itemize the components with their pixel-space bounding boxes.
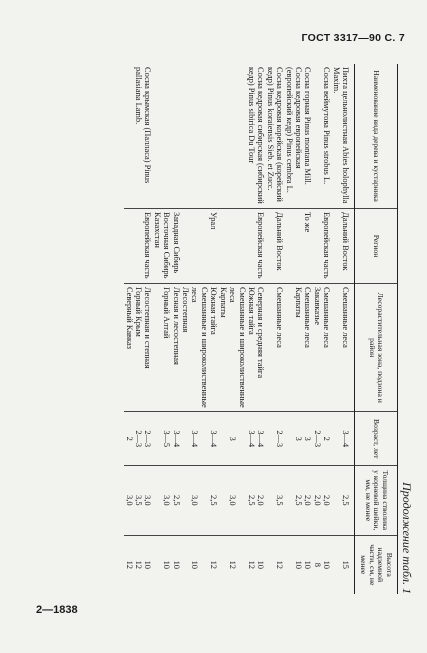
table-cell: [284, 209, 303, 284]
table-cell: Смешанные леса: [303, 283, 312, 411]
table-cell: Карпаты: [284, 283, 303, 411]
table-cell: Сосна кедровая европейская (европейский кедр) Pinus cembra L.: [284, 67, 303, 193]
table-cell: 2,5: [284, 465, 303, 535]
rotated-content: [104, 64, 414, 594]
table-cell: 10: [284, 535, 303, 594]
table-row: [331, 64, 354, 594]
table-cell: Западная Сибирь Восточная Сибирь Казахстан: [152, 209, 180, 284]
column-header: Регион: [355, 209, 398, 284]
table-cell: 2,0 2,0: [312, 465, 331, 535]
table-row: [312, 64, 331, 594]
table-cell: Сосна крымская (Палласа) Pinus pallasiana Lamb.: [134, 67, 153, 184]
table-row: [303, 64, 312, 594]
table-cell: То же: [303, 209, 312, 284]
table-cell: [181, 64, 219, 209]
table-cell: 10 12 12: [124, 535, 152, 594]
table-cell: Смешанные леса: [265, 283, 284, 411]
table-cell: Лесная и лесостепная Горный Алтай: [152, 283, 180, 411]
table-cell: 10 12 12: [218, 535, 265, 594]
table-cell: 10: [303, 535, 312, 594]
table-cell: 3,0 3,5 3,0: [124, 465, 152, 535]
table-cell: Европейская часть: [218, 209, 265, 284]
table-cell: 2—3: [265, 412, 284, 466]
table-row: [152, 64, 180, 594]
table-cell: 3,5: [265, 465, 284, 535]
table-cell: 15: [331, 535, 354, 594]
table-cell: Южная тайга Смешанные и широколиственные леса Лесостепная: [181, 283, 219, 411]
table-cell: Лесостепная и степная Горный Крым Северный Кавказ: [124, 283, 152, 411]
column-header: Толщина стволика у корневой шейки, мм, не менее: [355, 465, 398, 535]
table-cell: 2,5: [331, 465, 354, 535]
table-cell: 3: [284, 412, 303, 466]
table-cell: 3—4 3—4 3: [218, 412, 265, 466]
table-cell: 2,5 3,0: [181, 465, 219, 535]
table-cell: 2 2—3: [312, 412, 331, 466]
table-cell: Европейская часть: [312, 209, 331, 284]
table-cell: 2,0: [303, 465, 312, 535]
table-cell: 2—3 2—3 2: [124, 412, 152, 466]
page-header: ГОСТ 3317—90 С. 7: [301, 32, 405, 44]
table-cell: Дальний Восток: [331, 209, 354, 284]
table-caption: Продолжение табл. 1: [400, 482, 414, 594]
table-cell: Дальний Восток: [265, 209, 284, 284]
table-cell: Урал: [181, 209, 219, 284]
table-cell: 3—4 3—4: [181, 412, 219, 466]
table-cell: 12 10: [181, 535, 219, 594]
page-footer: 2—1838: [36, 604, 78, 616]
table-cell: Смешанные леса: [331, 283, 354, 411]
table-cell: 10 8: [312, 535, 331, 594]
species-table: [124, 64, 398, 594]
table-cell: 3: [303, 412, 312, 466]
column-header: Высота надземной части, см, не менее: [355, 535, 398, 594]
table-row: [181, 64, 219, 594]
table-cell: 3—4 3—5: [152, 412, 180, 466]
column-header: Наименование вида дерева и кустарника: [355, 64, 398, 209]
table-cell: Северная и средняя тайга Южная тайга Смешанные и широколиственные леса Карпаты: [218, 283, 265, 411]
table-body: [124, 64, 354, 594]
table-row: [265, 64, 284, 594]
table-row: [124, 64, 152, 594]
table-cell: 10 10: [152, 535, 180, 594]
table-cell: 2,5 3,0: [152, 465, 180, 535]
table-cell: Европейская часть: [124, 209, 152, 284]
rotated-table-area: [64, 64, 427, 594]
table-cell: 3—4: [331, 412, 354, 466]
table-cell: 2,0 2,5 3,0: [218, 465, 265, 535]
table-row: [284, 64, 303, 594]
table-cell: [152, 64, 180, 209]
table-cell: Сосна веймутова Pinus strobus L.: [322, 67, 332, 185]
column-header: Лесорастительная зона, подзона и район: [355, 283, 398, 411]
table-header-row: [355, 64, 398, 594]
table-cell: Сосна кедровая сибирская (сибирский кедр) Pinus sibirica Du Tour: [246, 67, 266, 204]
table-cell: Сосна горная Pinus montana Mill.: [303, 67, 313, 185]
column-header: Возраст, лет: [355, 412, 398, 466]
table-cell: Смешанные леса Закавказье: [312, 283, 331, 411]
table-cell: Пихта цельнолистная Abies holophylla Maxim.: [331, 67, 350, 204]
table-cell: 12: [265, 535, 284, 594]
table-row: [218, 64, 265, 594]
table-cell: Сосна кедровая корейская (корейский кедр) Pinus koraiensis Sieb. et Zucc.: [265, 67, 285, 202]
